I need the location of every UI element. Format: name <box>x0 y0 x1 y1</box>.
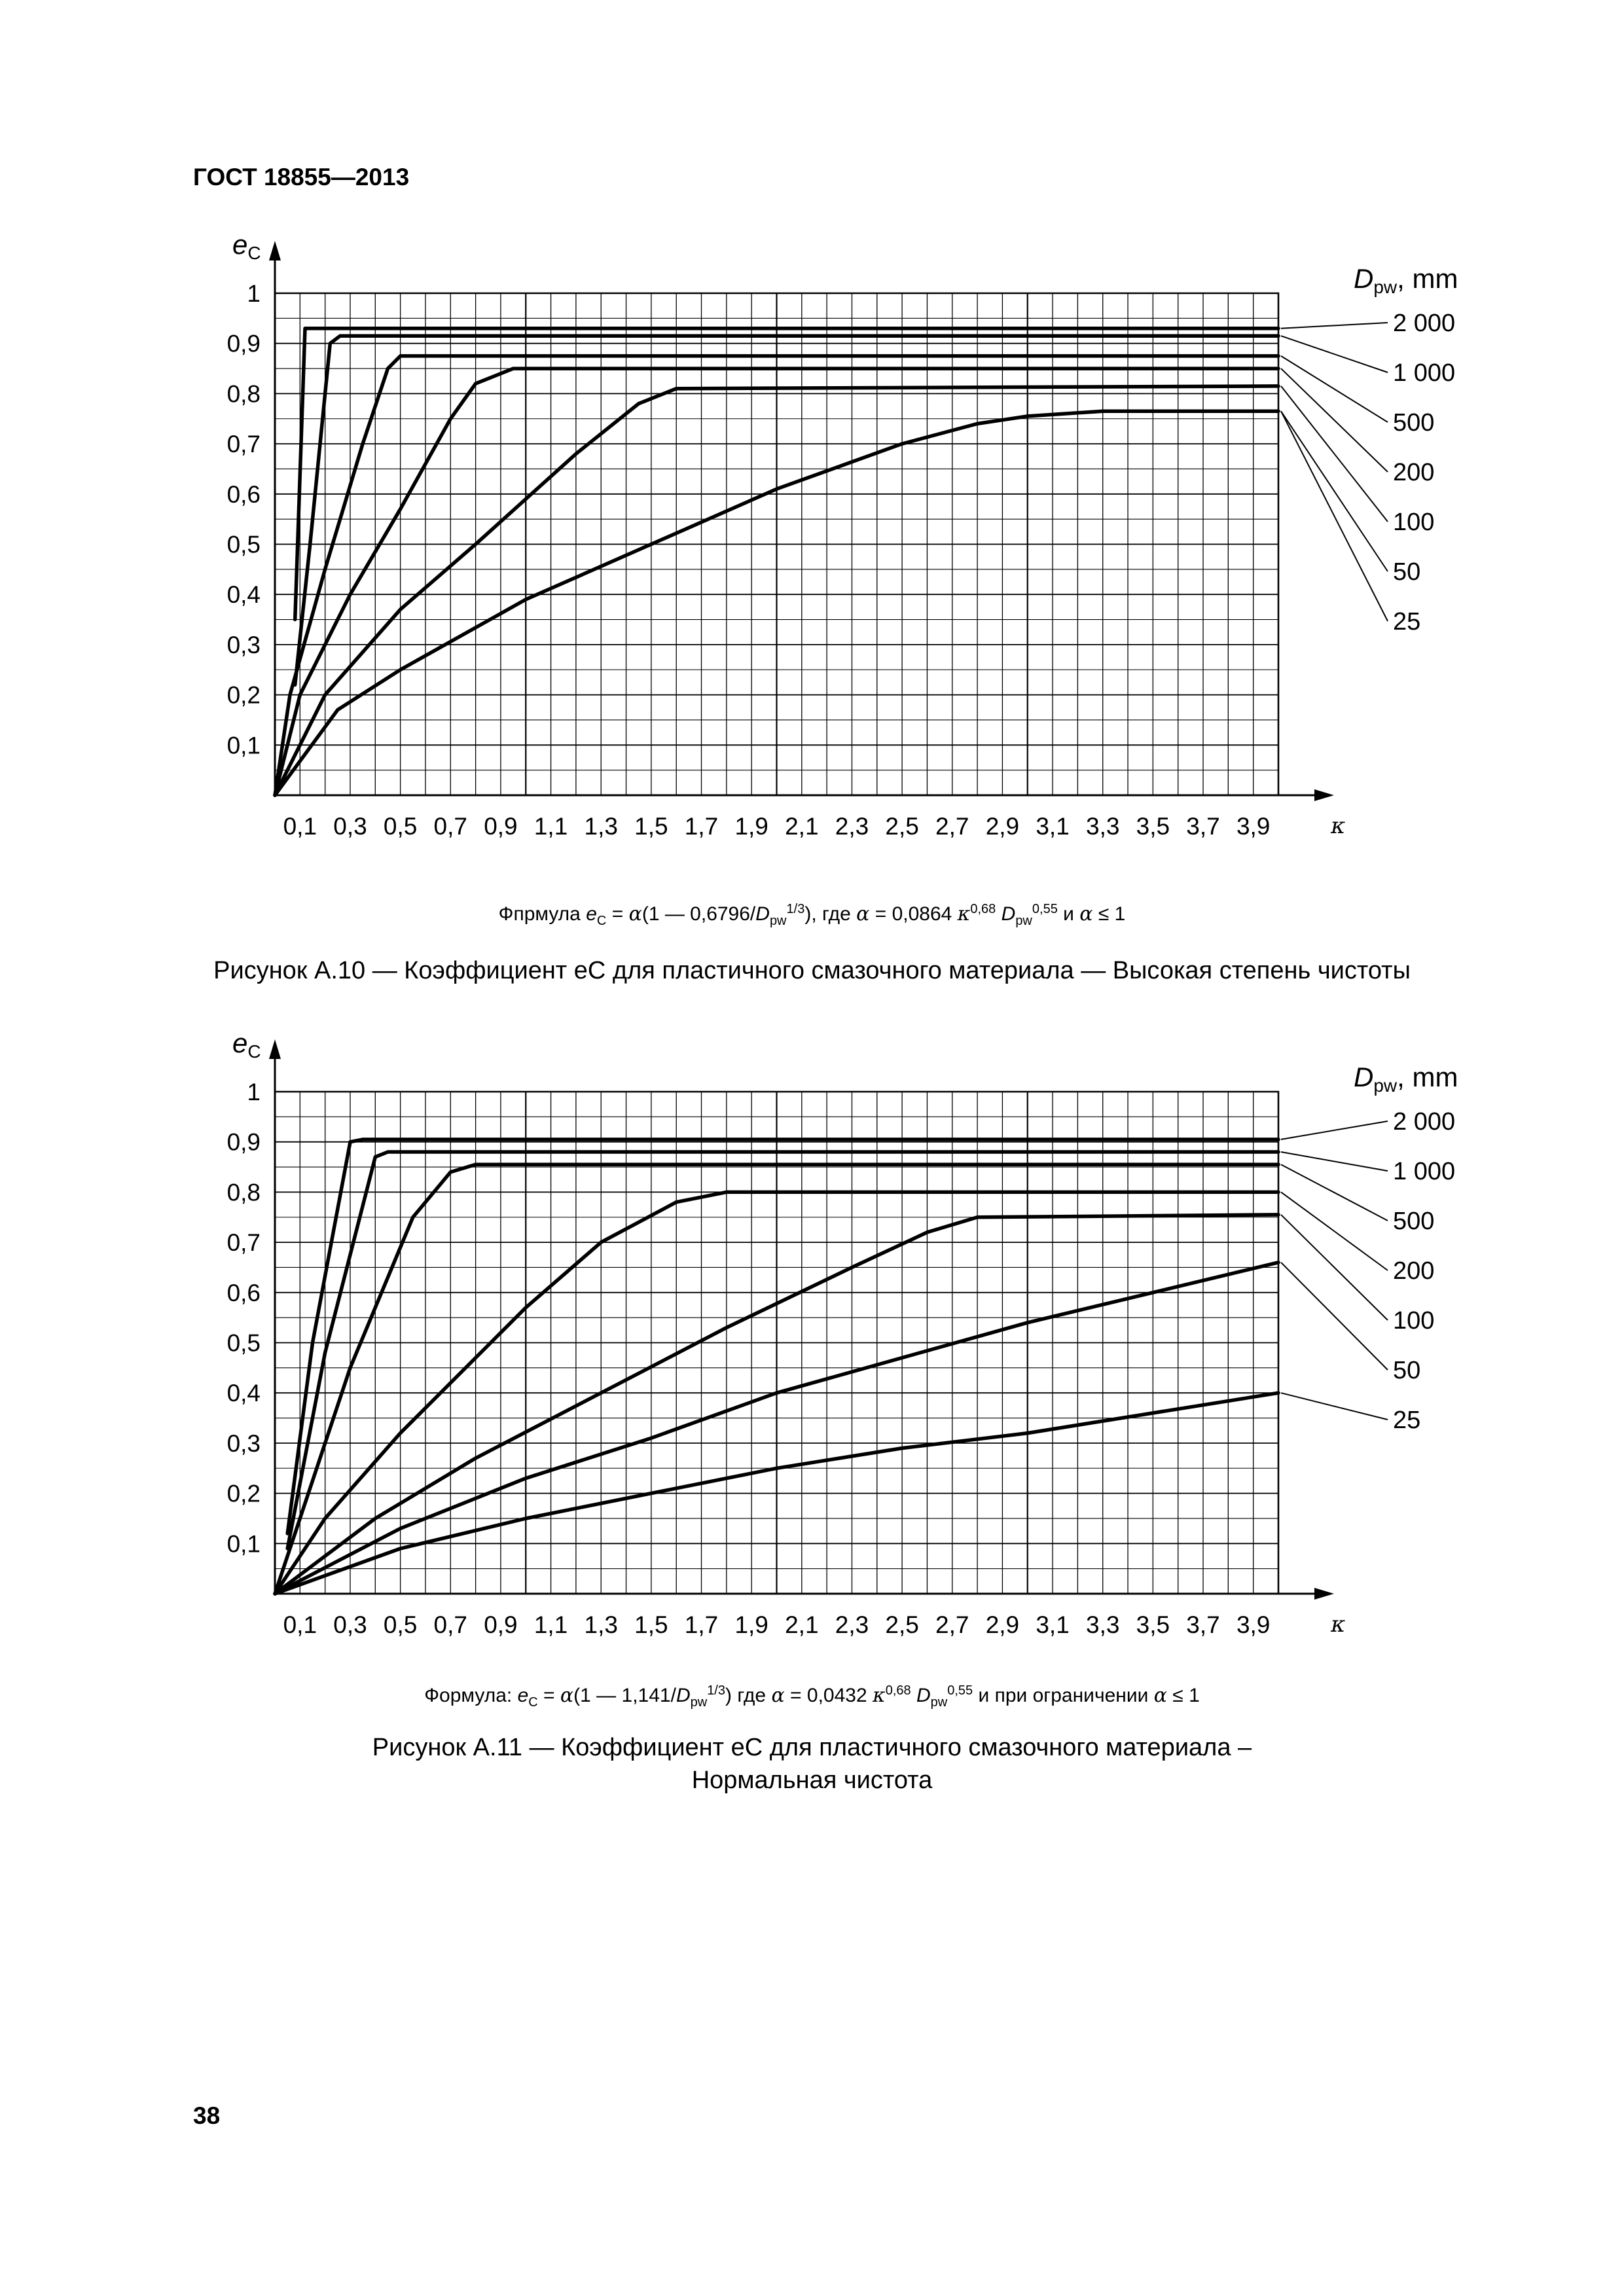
y-tick-label: 0,3 <box>226 1429 261 1457</box>
chart-1-group <box>227 229 1458 840</box>
x-tick-label: 0,9 <box>484 813 518 840</box>
legend-title-unit: , mm <box>1397 263 1458 294</box>
x-tick-label: 3,9 <box>1236 813 1271 840</box>
x-tick-label: 1,9 <box>734 1611 768 1638</box>
legend-entry-label: 200 <box>1393 459 1435 486</box>
legend-leader-line <box>1281 1152 1388 1171</box>
legend-leader-line <box>1281 356 1388 422</box>
figure-a10-formula: Фпрмула $e_C = \alpha(1$ — $0,6796/D_{pw}^{1/3}$), где α = 0,0864 $\kappa^{0,68}$ $D_{pw}^{0,55}$ и α ≤ 1 <box>498 902 1126 928</box>
x-tick-label: 3,1 <box>1036 1611 1070 1638</box>
y-tick-label: 0,2 <box>226 681 261 709</box>
legend-title-unit: , mm <box>1397 1062 1458 1092</box>
legend-leader-line <box>1281 336 1388 372</box>
legend-entry-label: 100 <box>1393 1307 1435 1335</box>
y-tick-label: 0,2 <box>226 1480 261 1507</box>
figure-a11-caption <box>0 1731 1624 1797</box>
legend-leader-line <box>1281 1164 1388 1221</box>
legend-leader-line <box>1281 411 1388 571</box>
legend-leader-line <box>1281 1393 1388 1420</box>
x-axis-arrow <box>1314 789 1334 801</box>
series-line <box>287 1139 1278 1534</box>
x-tick-label: 3,9 <box>1236 1611 1271 1638</box>
x-tick-label: 1,5 <box>634 1611 668 1638</box>
legend-title-symbol: D <box>1354 263 1374 294</box>
x-tick-label: 2,7 <box>935 1611 969 1638</box>
document-header: ГОСТ 18855—2013 <box>193 164 410 190</box>
x-tick-label: 2,3 <box>835 1611 869 1638</box>
legend-entry-label: 50 <box>1393 558 1421 586</box>
legend-entry-label: 500 <box>1393 409 1435 437</box>
x-tick-label: 2,3 <box>835 813 869 840</box>
legend-entry-label: 100 <box>1393 509 1435 536</box>
x-tick-label: 0,7 <box>433 1611 467 1638</box>
y-tick-label: 0,8 <box>226 380 261 408</box>
x-tick-label: 3,1 <box>1036 813 1070 840</box>
x-tick-label: 1,7 <box>684 813 719 840</box>
x-axis-label: κ <box>1331 813 1346 839</box>
x-tick-label: 3,7 <box>1186 813 1220 840</box>
x-axis-label: κ <box>1331 1611 1346 1638</box>
y-tick-label: 0,6 <box>226 480 261 508</box>
x-tick-label: 0,1 <box>283 1611 317 1638</box>
x-tick-label: 3,3 <box>1086 1611 1120 1638</box>
y-axis-label: eC <box>232 229 261 263</box>
legend-title-subscript: pw <box>1373 277 1398 297</box>
y-axis-arrow <box>269 241 281 260</box>
series-line <box>287 1152 1278 1549</box>
y-tick-label: 0,6 <box>226 1279 261 1306</box>
x-tick-label: 1,3 <box>584 1611 618 1638</box>
y-tick-label: 0,5 <box>226 531 261 558</box>
y-tick-label: 0,7 <box>226 1229 261 1257</box>
x-tick-label: 3,5 <box>1136 813 1170 840</box>
legend-leader-line <box>1281 411 1388 621</box>
x-tick-label: 2,7 <box>935 813 969 840</box>
x-tick-label: 1,3 <box>584 813 618 840</box>
x-axis-arrow <box>1314 1588 1334 1600</box>
legend-entry-label: 1 000 <box>1393 1158 1456 1185</box>
x-tick-label: 2,5 <box>885 1611 919 1638</box>
x-tick-label: 3,3 <box>1086 813 1120 840</box>
x-tick-label: 0,1 <box>283 813 317 840</box>
figure-a11-chart <box>0 1014 1624 1669</box>
x-tick-label: 3,5 <box>1136 1611 1170 1638</box>
legend-title <box>1354 1062 1458 1096</box>
figure-a11-caption-line1: Рисунок А.11 — Коэффициент eC для пластичного смазочного материала – <box>372 1734 1252 1761</box>
legend-leader-line <box>1281 323 1388 329</box>
x-tick-label: 0,3 <box>333 1611 367 1638</box>
y-tick-label: 0,4 <box>226 581 261 609</box>
y-tick-label: 0,9 <box>226 1128 261 1156</box>
y-tick-label: 0,7 <box>226 431 261 458</box>
x-tick-label: 2,9 <box>985 1611 1020 1638</box>
x-tick-label: 1,9 <box>734 813 768 840</box>
x-tick-label: 0,5 <box>383 1611 418 1638</box>
legend-entry-label: 25 <box>1393 1407 1421 1434</box>
x-tick-label: 2,1 <box>785 1611 819 1638</box>
y-tick-label: 0,1 <box>226 732 261 759</box>
page-number: 38 <box>193 2102 221 2129</box>
figure-a11-formula: Формула: $e_C = \alpha(1$ — $1,141/D_{pw}^{1/3}$) где α = 0,0432 $\kappa^{0,68}$ $D_{pw}^{0,55}$ и при ограничении α ≤ 1 <box>424 1683 1200 1710</box>
y-tick-label: 1 <box>247 280 261 307</box>
y-tick-label: 1 <box>247 1079 261 1105</box>
x-tick-label: 2,1 <box>785 813 819 840</box>
figure-a10-chart <box>0 216 1624 870</box>
x-tick-label: 1,5 <box>634 813 668 840</box>
legend-leader-line <box>1281 368 1388 472</box>
x-tick-label: 1,7 <box>684 1611 719 1638</box>
legend-leader-line <box>1281 1263 1388 1370</box>
x-tick-label: 1,1 <box>533 813 568 840</box>
y-tick-label: 0,8 <box>226 1179 261 1206</box>
figure-a10-caption: Рисунок А.10 — Коэффициент eC для пластичного смазочного материала — Высокая степень чистоты <box>213 957 1411 984</box>
x-tick-label: 2,5 <box>885 813 919 840</box>
y-tick-label: 0,3 <box>226 631 261 658</box>
legend-entry-label: 50 <box>1393 1357 1421 1384</box>
x-tick-label: 0,3 <box>333 813 367 840</box>
y-tick-label: 0,5 <box>226 1329 261 1357</box>
legend-entry-label: 25 <box>1393 608 1421 636</box>
x-tick-label: 0,5 <box>383 813 418 840</box>
legend-title-symbol: D <box>1354 1062 1374 1092</box>
legend-entry-label: 200 <box>1393 1257 1435 1285</box>
x-tick-label: 3,7 <box>1186 1611 1220 1638</box>
x-tick-label: 2,9 <box>985 813 1020 840</box>
series-line <box>295 329 1278 620</box>
legend-title <box>1354 263 1458 297</box>
chart-2-group <box>227 1028 1458 1638</box>
legend-entry-label: 500 <box>1393 1208 1435 1235</box>
legend-entry-label: 2 000 <box>1393 1108 1456 1136</box>
legend-leader-line <box>1281 1121 1388 1139</box>
y-axis-label: eC <box>232 1028 261 1062</box>
y-tick-label: 0,9 <box>226 330 261 357</box>
x-tick-label: 0,7 <box>433 813 467 840</box>
x-tick-label: 1,1 <box>533 1611 568 1638</box>
y-axis-label-subscript: C <box>247 1041 261 1062</box>
y-tick-label: 0,1 <box>226 1530 261 1558</box>
legend-leader-line <box>1281 386 1388 522</box>
y-axis-arrow <box>269 1039 281 1059</box>
y-axis-label-subscript: C <box>247 243 261 263</box>
legend-title-subscript: pw <box>1373 1075 1398 1096</box>
legend-entry-label: 2 000 <box>1393 310 1456 337</box>
legend-entry-label: 1 000 <box>1393 359 1456 387</box>
x-tick-label: 0,9 <box>484 1611 518 1638</box>
figure-a11-caption-line2: Нормальная чистота <box>691 1767 933 1794</box>
y-tick-label: 0,4 <box>226 1380 261 1407</box>
